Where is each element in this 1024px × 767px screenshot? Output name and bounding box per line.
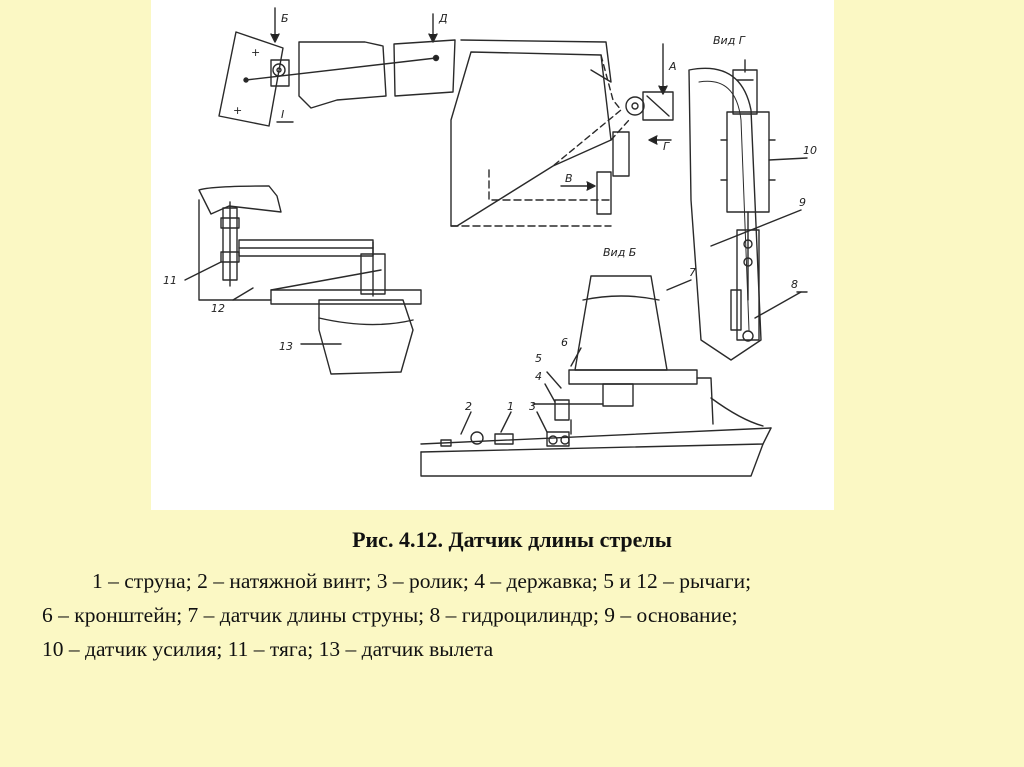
view-arrow-b-label: Б (281, 12, 289, 25)
callout-1: 1 (507, 400, 514, 413)
callout-13: 13 (279, 340, 293, 353)
view-g-label: Вид Г (713, 34, 745, 47)
svg-text:+: + (233, 104, 243, 117)
view-arrow-v-label: В (565, 172, 573, 185)
view-arrow-g-label: Г (663, 140, 670, 153)
boom-top-assembly (219, 8, 677, 226)
callout-5: 5 (535, 352, 542, 365)
callout-2: 2 (465, 400, 472, 413)
legend-line: 10 – датчик усилия; 11 – тяга; 13 – датчик вылета (42, 637, 494, 661)
callout-9: 9 (799, 196, 806, 209)
svg-text:+: + (251, 46, 261, 59)
callout-10: 10 (803, 144, 817, 157)
view-arrow-d-label: Д (439, 12, 448, 25)
view-b-label: Вид Б (603, 246, 637, 259)
callout-6: 6 (561, 336, 568, 349)
legend-line: 6 – кронштейн; 7 – датчик длины струны; 8 – гидроцилиндр; 9 – основание; (42, 603, 738, 627)
callout-8: 8 (791, 278, 798, 291)
left-lever-assembly (163, 186, 421, 374)
figure-legend (42, 564, 982, 666)
callout-7: 7 (689, 266, 696, 279)
technical-drawing (151, 0, 834, 510)
figure-caption: Рис. 4.12. Датчик длины стрелы (352, 527, 672, 552)
callout-3: 3 (529, 400, 536, 413)
callout-12: 12 (211, 302, 225, 315)
view-b-assembly (421, 246, 771, 476)
section-i-label: I (281, 108, 285, 121)
legend-line: 1 – струна; 2 – натяжной винт; 3 – ролик; 4 – державка; 5 и 12 – рычаги; (92, 569, 752, 593)
view-g-assembly (689, 34, 817, 360)
callout-11: 11 (163, 274, 177, 287)
view-arrow-a-label: А (669, 60, 677, 73)
callout-4: 4 (535, 370, 542, 383)
